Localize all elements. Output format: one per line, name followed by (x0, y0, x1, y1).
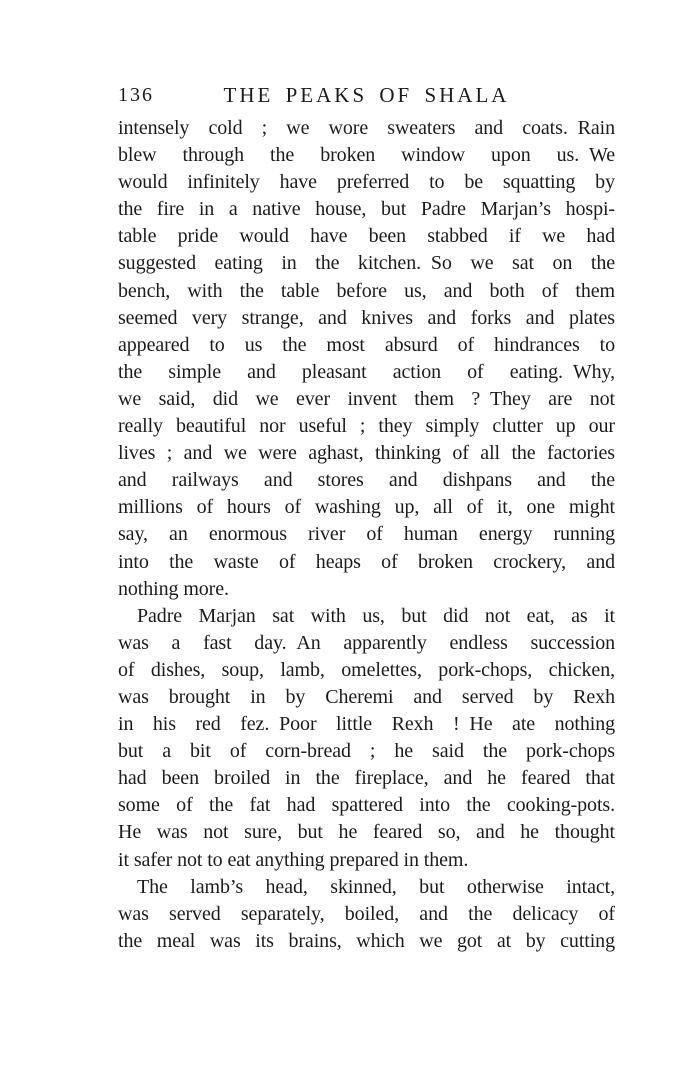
text-line: in his red fez. Poor little Rexh ! He ate nothing (118, 713, 615, 736)
running-header (118, 82, 615, 108)
text-line: bench, with the table before us, and both of them (118, 279, 615, 302)
text-line: would infinitely have preferred to be squatting by (118, 171, 615, 194)
text-line: suggested eating in the kitchen. So we sat on the (118, 252, 615, 275)
text-line: was a fast day. An apparently endless succession (118, 631, 615, 654)
text-line: The lamb’s head, skinned, but otherwise intact, (137, 875, 615, 898)
text-line: blew through the broken window upon us. We (118, 144, 615, 167)
text-line: was served separately, boiled, and the delicacy of (118, 902, 615, 925)
text-line: intensely cold ; we wore sweaters and coats. Rain (118, 117, 615, 139)
text-line: seemed very strange, and knives and forks and plates (118, 306, 615, 329)
text-line: into the waste of heaps of broken crockery, and (118, 550, 615, 573)
text-line: appeared to us the most absurd of hindrances to (118, 333, 615, 356)
text-line: the meal was its brains, which we got at by cutting (118, 929, 615, 952)
page-content (118, 82, 615, 955)
text-line: He was not sure, but he feared so, and he thought (118, 821, 615, 844)
text-line: but a bit of corn-bread ; he said the pork-chops (118, 740, 615, 763)
text-line: some of the fat had spattered into the cooking-pots. (118, 794, 615, 817)
page-body (118, 115, 615, 955)
text-line: the fire in a native house, but Padre Marjan’s hospi- (118, 198, 615, 221)
text-line: and railways and stores and dishpans and the (118, 469, 615, 492)
text-line: Padre Marjan sat with us, but did not eat, as it (137, 604, 615, 627)
text-line: was brought in by Cheremi and served by Rexh (118, 685, 615, 708)
text-line: had been broiled in the fireplace, and he feared that (118, 767, 615, 790)
text-line: table pride would have been stabbed if we had (118, 225, 615, 248)
page-number: 136 (118, 84, 154, 106)
running-title: THE PEAKS OF SHALA (223, 83, 510, 107)
text-line: of dishes, soup, lamb, omelettes, pork-chops, chicken, (118, 658, 615, 681)
text-line: we said, did we ever invent them ? They are not (118, 387, 615, 410)
text-line: really beautiful nor useful ; they simply clutter up our (118, 415, 615, 438)
text-line: say, an enormous river of human energy running (118, 523, 615, 546)
text-line: lives ; and we were aghast, thinking of all the factories (118, 442, 615, 465)
text-line: it safer not to eat anything prepared in them. (118, 848, 469, 871)
text-line: the simple and pleasant action of eating. Why, (118, 360, 615, 383)
text-line: nothing more. (118, 577, 229, 600)
text-line: millions of hours of washing up, all of it, one might (118, 496, 615, 519)
